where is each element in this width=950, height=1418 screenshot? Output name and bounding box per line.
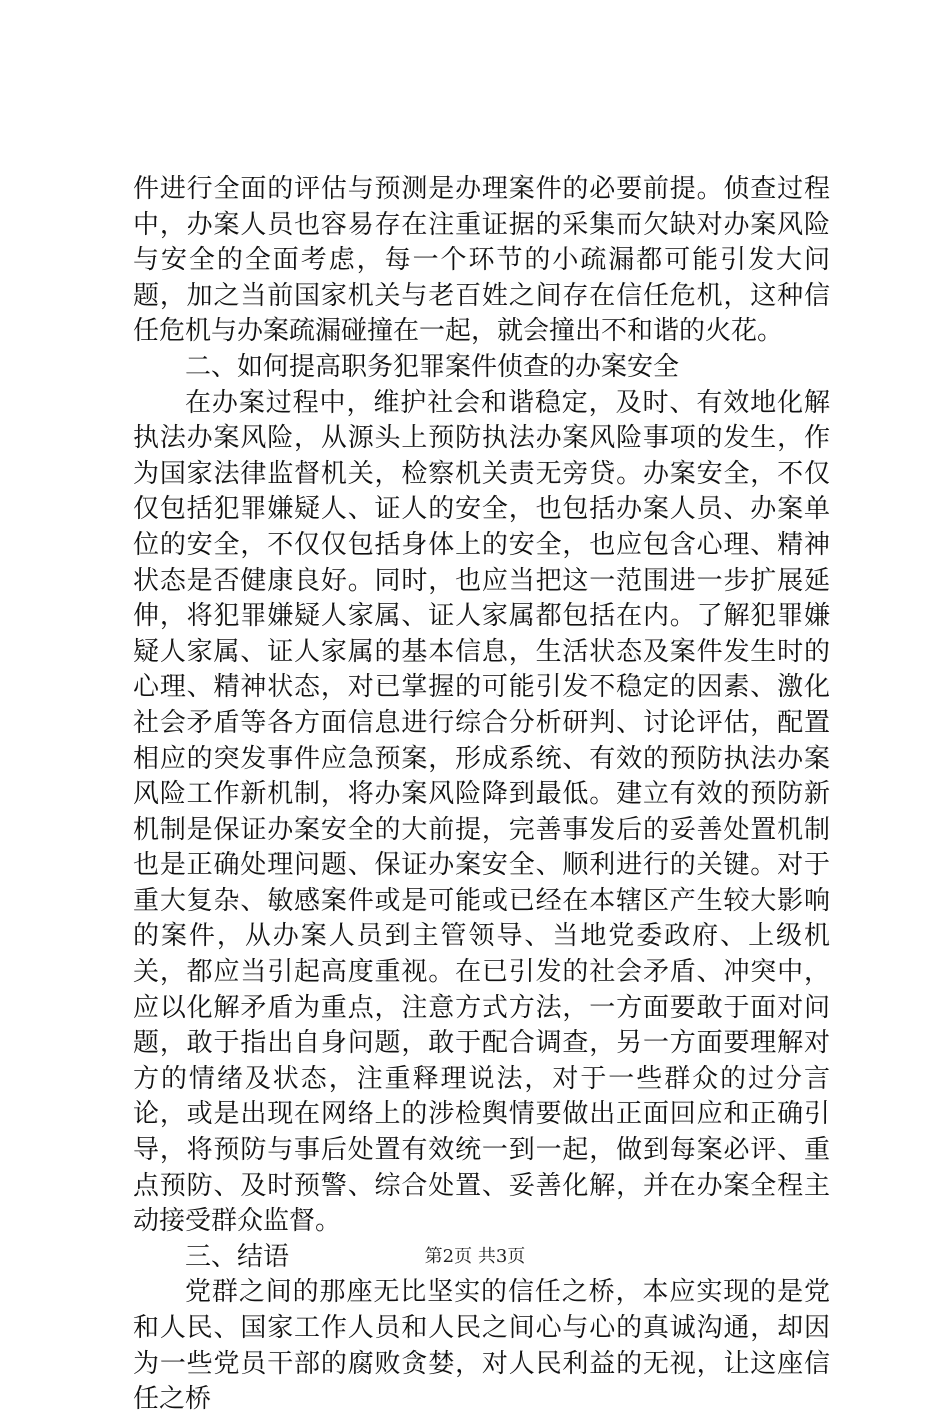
section-heading-2: 二、如何提高职务犯罪案件侦查的办案安全	[185, 351, 680, 382]
section-heading-3: 三、结语	[185, 1241, 290, 1272]
document-body	[133, 172, 830, 1418]
paragraph-conclusion: 党群之间的那座无比坚实的信任之桥，本应实现的是党和人民、国家工作人员和人民之间心与心的真诚沟通，却因为一些党员干部的腐败贪婪，对人民利益的无视，让这座信任之桥	[133, 1277, 830, 1415]
paragraph-case-safety: 在办案过程中，维护社会和谐稳定，及时、有效地化解执法办案风险，从源头上预防执法办案风险事项的发生，作为国家法律监督机关，检察机关责无旁贷。办案安全，不仅仅包括犯罪嫌疑人、证人的安全，也包括办案人员、办案单位的安全，不仅仅包括身体上的安全，也应包含心理、精神状态是否健康良好。同时，也应当把这一范围进一步扩展延伸，将犯罪嫌疑人家属、证人家属都包括在内。了解犯罪嫌疑人家属、证人家属的基本信息，生活状态及案件发生时的心理、精神状态，对已掌握的可能引发不稳定的因素、激化社会矛盾等各方面信息进行综合分析研判、讨论评估，配置相应的突发事件应急预案，形成系统、有效的预防执法办案风险工作新机制，将办案风险降到最低。建立有效的预防新机制是保证办案安全的大前提，完善事发后的妥善处置机制也是正确处理问题、保证办案安全、顺利进行的关键。对于重大复杂、敏感案件或是可能或已经在本辖区产生较大影响的案件，从办案人员到主管领导、当地党委政府、上级机关，都应当引起高度重视。在已引发的社会矛盾、冲突中，应以化解矛盾为重点，注意方式方法，一方面要敢于面对问题，敢于指出自身问题，敢于配合调查，另一方面要理解对方的情绪及状态，注重释理说法，对于一些群众的过分言论，或是出现在网络上的涉检舆情要做出正面回应和正确引导，将预防与事后处置有效统一到一起，做到每案必评、重点预防、及时预警、综合处置、妥善化解，并在办案全程主动接受群众监督。	[133, 387, 830, 1237]
page-footer: 第2页 共3页	[424, 1246, 526, 1267]
paragraph-continuation: 件进行全面的评估与预测是办理案件的必要前提。侦查过程中，办案人员也容易存在注重证据的采集而欠缺对办案风险与安全的全面考虑，每一个环节的小疏漏都可能引发大问题，加之当前国家机关与老百姓之间存在信任危机，这种信任危机与办案疏漏碰撞在一起，就会撞出不和谐的火花。	[133, 174, 830, 347]
